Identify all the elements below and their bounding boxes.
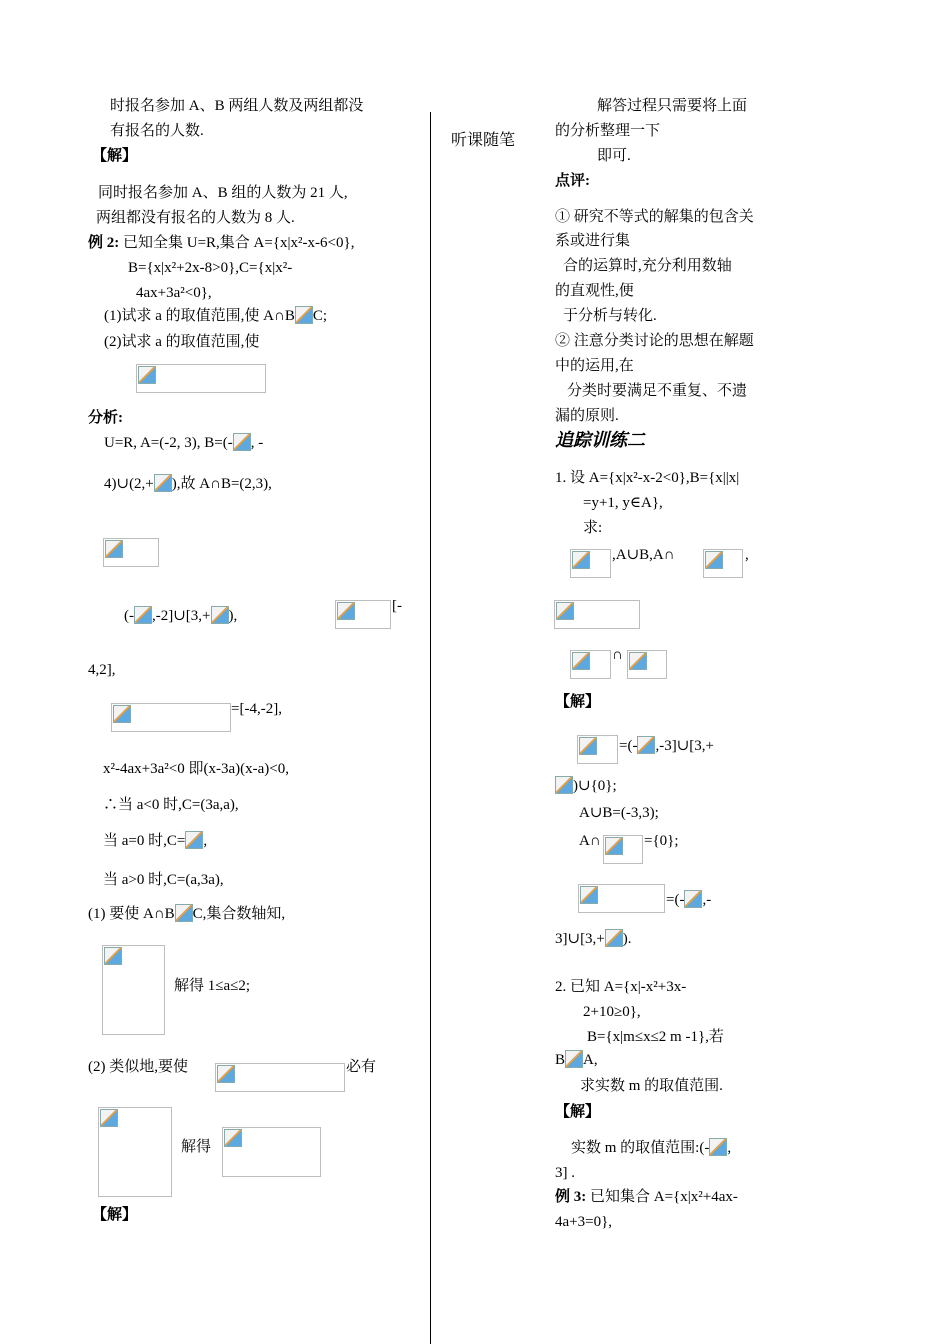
comment-text: 的直观性,便 [555,283,634,299]
exercise-2: A, [583,1052,598,1068]
margin-note: 听课随笔 [451,132,516,149]
analysis-text-end: ),故 A∩B=(2,3), [171,476,272,492]
exercise-2: 2. 已知 A={x|-x²+3x- [555,979,687,995]
infinity-symbol-icon [134,606,152,624]
solution-text: ,- [702,892,712,908]
analysis-text: 4,2], [88,662,116,678]
solution-text: 解得 1≤a≤2; [174,978,251,994]
text-line: 解答过程只需要将上面 [597,98,748,114]
formula-image [111,703,231,732]
text-line: B={x|x²+2x-8>0},C={x|x²- [128,260,293,276]
infinity-symbol-icon [605,929,623,947]
formula-image [603,835,643,864]
question-2: (2)试求 a 的取值范围,使 [104,334,260,350]
infinity-symbol-icon [709,1138,727,1156]
solution-label: 【解】 [555,1104,601,1120]
exercise-1: 求: [583,520,603,536]
formula-image [703,549,743,578]
formula-image [627,650,667,679]
text-line: 的分析整理一下 [555,123,661,139]
infinity-symbol-icon [684,890,702,908]
solution-text: ={0}; [644,833,679,849]
comment-text: 中的运用,在 [555,358,634,374]
solution-text: =(- [619,738,638,754]
solution-label: 【解】 [92,148,138,164]
column-divider [430,112,431,1344]
comment-text: ② 注意分类讨论的思想在解题 [555,333,754,349]
exercise-1: ,A∪B,A∩ [612,547,675,563]
solution-text: , [727,1140,732,1156]
exercise-2: B={x|m≤x≤2 m -1},若 [587,1029,724,1045]
subset-symbol-icon [565,1050,583,1068]
infinity-symbol-icon [555,776,573,794]
exercise-2: 求实数 m 的取值范围. [580,1078,723,1094]
exercise-1: , [745,547,749,563]
formula-image [570,549,611,578]
formula-image [222,1127,321,1177]
exercise-2: B [555,1052,566,1068]
analysis-text: 4)∪(2,+ [104,476,154,492]
question-1-end: C; [312,308,328,324]
formula-image [103,538,159,567]
example-text: 4a+3=0}, [555,1214,613,1230]
solution-text: )∪{0}; [573,778,617,794]
text-line: 有报名的人数. [110,123,204,139]
comment-text: 于分析与转化. [563,308,657,324]
analysis-text: ∴当 a<0 时,C=(3a,a), [103,797,239,813]
example-text: 已知全集 U=R,集合 A={x|x²-x-6<0}, [123,235,355,251]
example-label: 例 2: [88,235,120,251]
text-line: 时报名参加 A、B 两组人数及两组都没 [110,98,364,114]
comment-text: 分类时要满足不重复、不遗 [567,383,748,399]
question-1: (1)试求 a 的取值范围,使 A∩B [104,308,295,324]
comment-text: ① 研究不等式的解集的包含关 [555,209,754,225]
formula-image [102,945,165,1035]
example-text: 已知集合 A={x|x²+4ax- [590,1189,738,1205]
exercise-2: 2+10≥0}, [583,1004,641,1020]
analysis-text: U=R, A=(-2, 3), B=(- [104,435,233,451]
solution-text: 3] . [555,1165,575,1181]
not-subset-symbol-icon [295,306,313,324]
intersection-symbol: ∩ [612,647,623,663]
infinity-symbol-icon [154,474,172,492]
formula-image [570,650,611,679]
formula-image [98,1107,172,1197]
infinity-symbol-icon [637,736,655,754]
comment-label: 点评: [555,173,590,189]
part-2: (2) 类似地,要使 [88,1059,188,1075]
solution-text: =(- [666,892,685,908]
exercise-1: 1. 设 A={x|x²-x-2<0},B={x||x| [555,470,740,486]
formula-image [136,364,266,393]
analysis-text: (- [124,608,134,624]
solution-label: 【解】 [555,694,601,710]
formula-image [554,600,640,629]
comment-text: 漏的原则. [555,408,619,424]
solution-label: 【解】 [92,1207,138,1223]
comment-text: 合的运算时,充分利用数轴 [563,258,732,274]
not-subset-symbol-icon [175,904,193,922]
part-1: (1) 要使 A∩B [88,906,175,922]
section-heading: 追踪训练二 [555,430,645,450]
analysis-text: 当 a=0 时,C= [103,833,186,849]
analysis-text: ,-2]∪[3,+ [152,608,211,624]
analysis-text: ), [228,608,238,624]
text-line: 两组都没有报名的人数为 8 人. [96,210,295,226]
analysis-text-end: , [203,833,208,849]
solution-text: 解得 [181,1139,212,1155]
comment-text: 系或进行集 [555,233,631,249]
analysis-text: 当 a>0 时,C=(a,3a), [103,872,224,888]
analysis-text: [- [392,598,402,614]
formula-image [335,600,391,629]
analysis-text: =[-4,-2], [231,701,282,717]
exercise-1: =y+1, y∈A}, [583,495,663,511]
part-2-end: 必有 [346,1059,377,1075]
example-label: 例 3: [555,1189,587,1205]
empty-set-symbol-icon [185,831,203,849]
analysis-text: x²-4ax+3a²<0 即(x-3a)(x-a)<0, [103,761,289,777]
text-line: 4ax+3a²<0}, [136,285,212,301]
formula-image [578,884,665,913]
solution-text: ,-3]∪[3,+ [655,738,714,754]
solution-text: 3]∪[3,+ [555,931,605,947]
part-1-end: C,集合数轴知, [192,906,286,922]
solution-text: 实数 m 的取值范围:(- [571,1140,710,1156]
infinity-symbol-icon [211,606,229,624]
solution-text: A∩ [579,833,601,849]
analysis-label: 分析: [88,410,123,426]
solution-text: ). [622,931,632,947]
text-line: 即可. [597,148,631,164]
text-line: 同时报名参加 A、B 组的人数为 21 人, [98,185,348,201]
solution-text: A∪B=(-3,3); [579,805,659,821]
formula-image [215,1063,345,1092]
analysis-text-end: , - [250,435,264,451]
infinity-symbol-icon [233,433,251,451]
formula-image [577,735,618,764]
